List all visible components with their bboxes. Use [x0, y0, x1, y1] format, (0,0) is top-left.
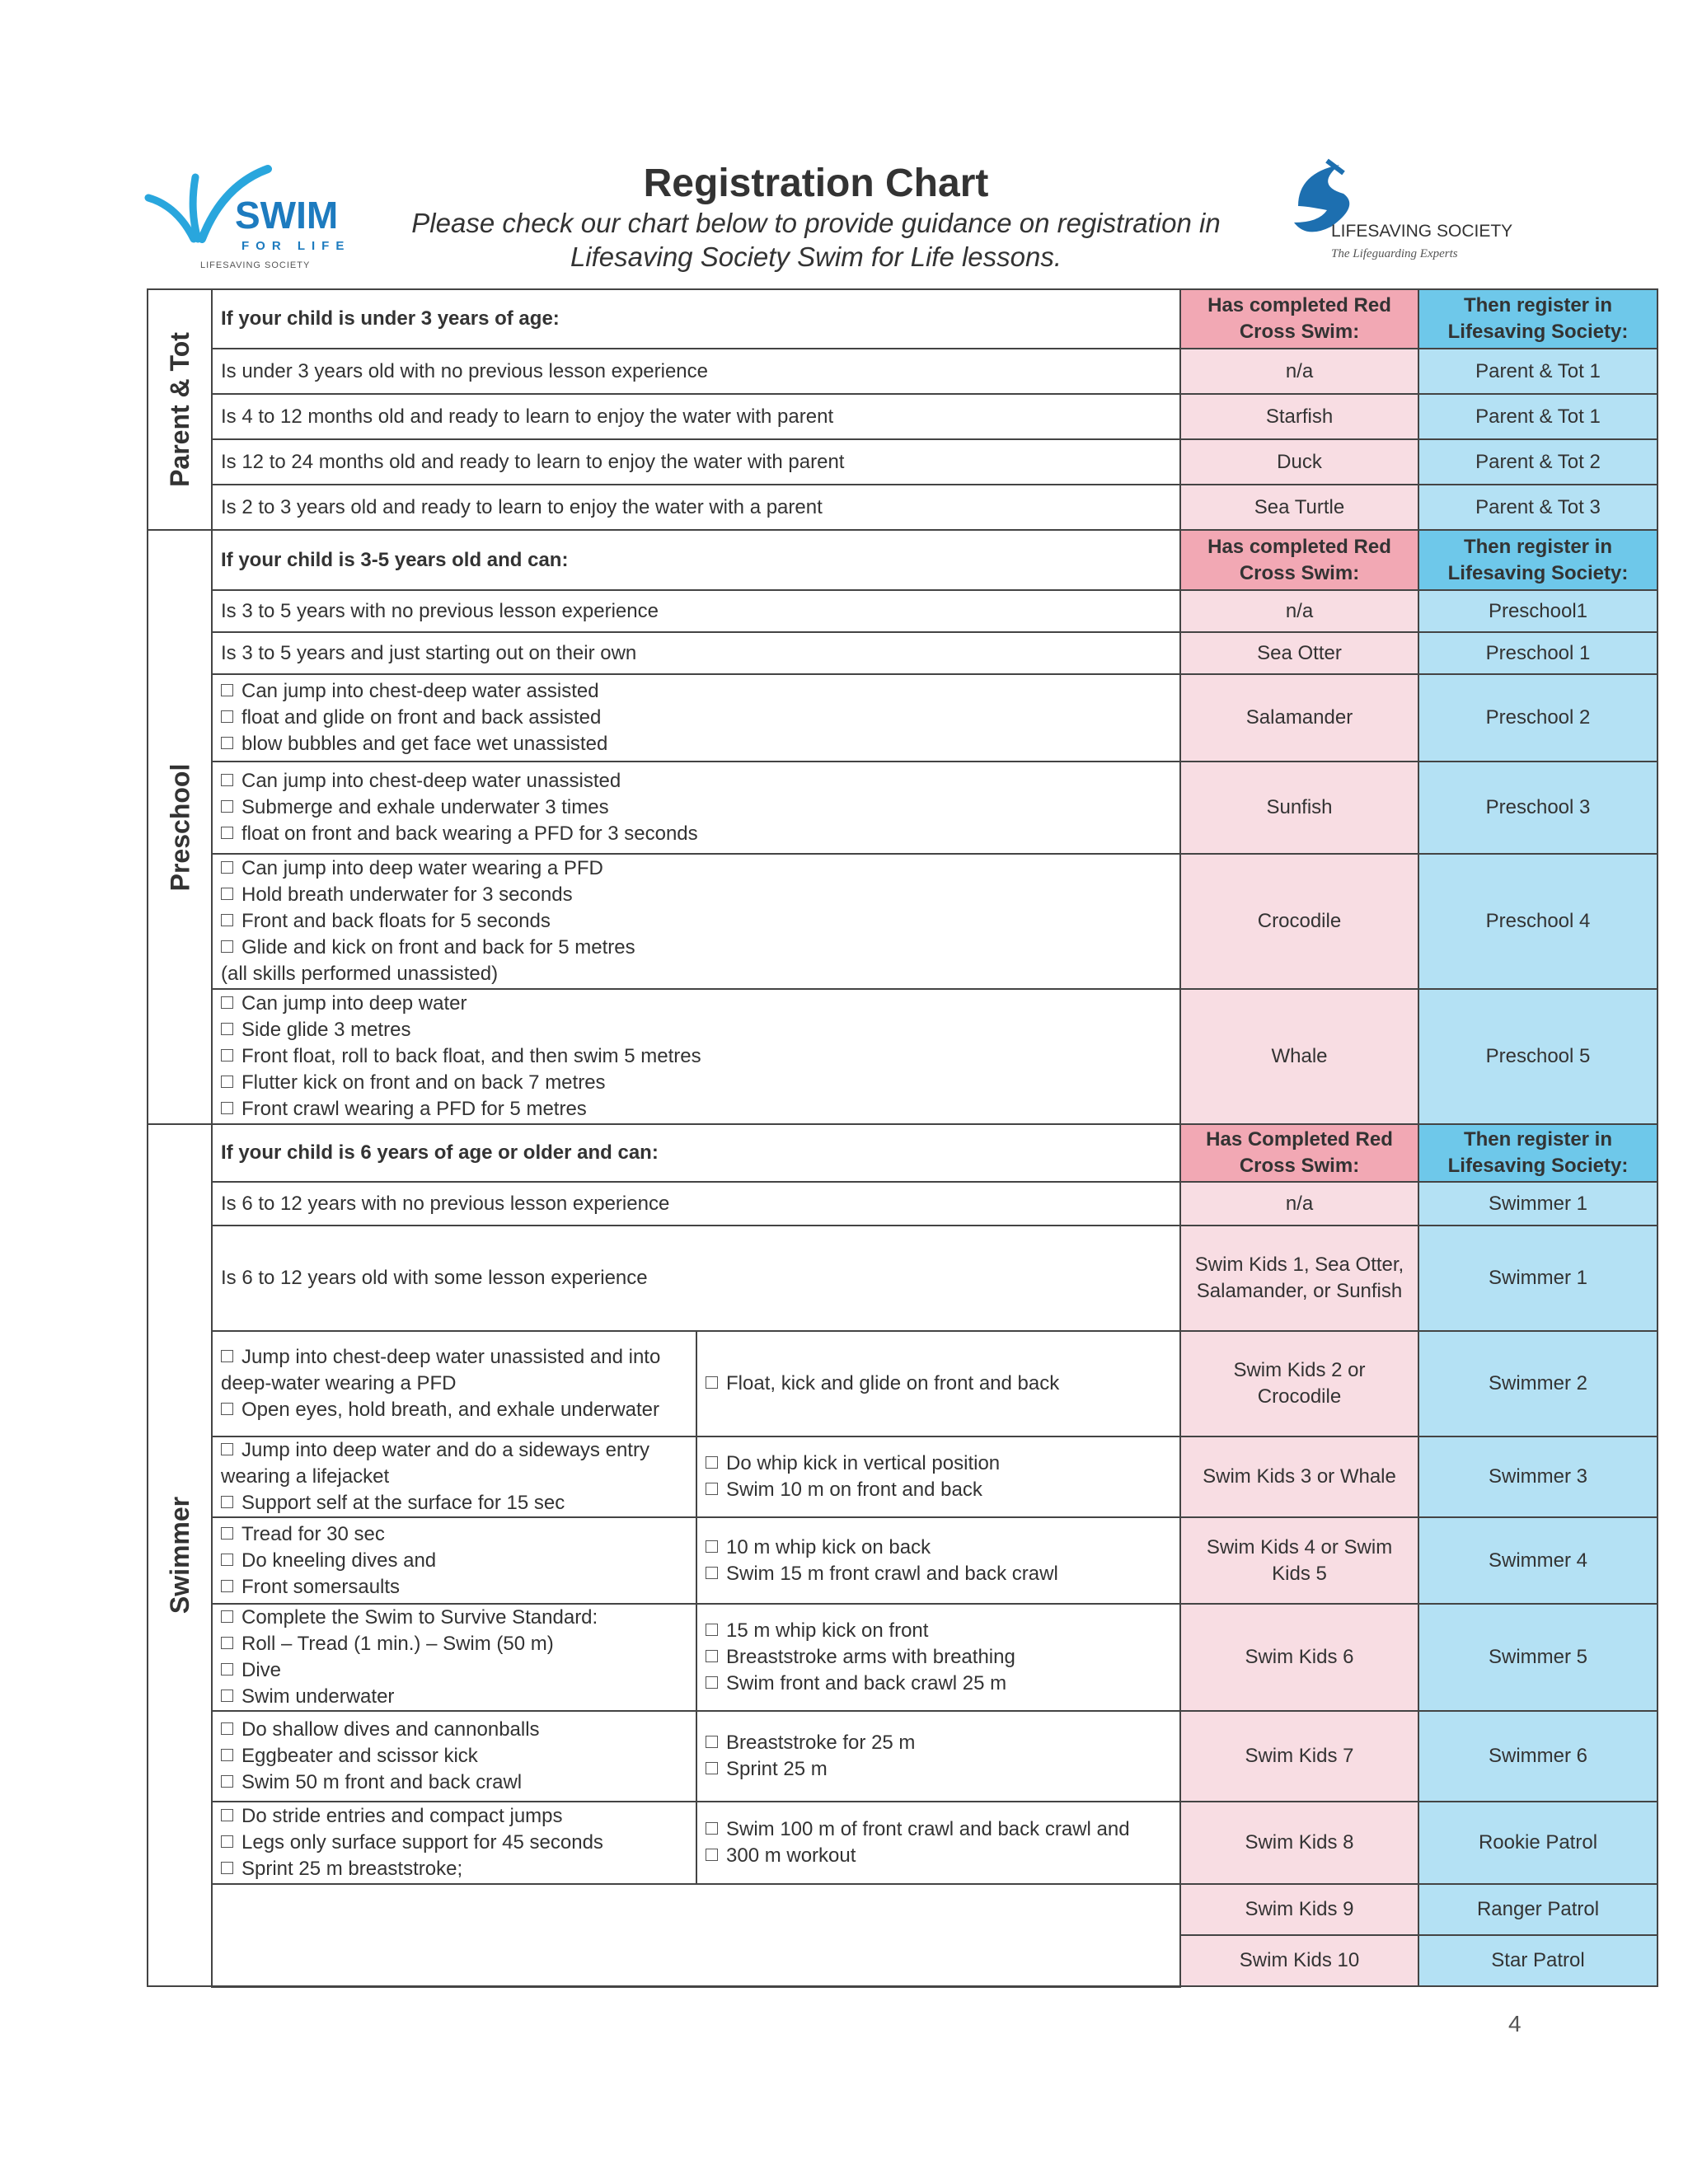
table-row [148, 349, 1658, 394]
skill-item: Side glide 3 metres [221, 1017, 1171, 1043]
table-row [148, 674, 1658, 762]
checkbox-icon [221, 861, 233, 874]
skill-item: 15 m whip kick on front [706, 1618, 1171, 1644]
skill-item: float on front and back wearing a PFD for 3 seconds [221, 821, 1171, 847]
skill-item: Sprint 25 m [706, 1756, 1171, 1783]
lifesaving-level: Swimmer 3 [1418, 1436, 1658, 1517]
red-cross-level: Swim Kids 6 [1180, 1604, 1418, 1711]
checkbox-icon [706, 1540, 718, 1553]
lifesaving-level: Star Patrol [1418, 1935, 1658, 1986]
red-cross-level: Salamander [1180, 674, 1418, 762]
swimmer-blue-header: Then register in Lifesaving Society: [1418, 1124, 1658, 1182]
lifesaving-level: Parent & Tot 2 [1418, 439, 1658, 485]
skill-list-right [696, 1604, 1180, 1711]
table-row [148, 1884, 1658, 1935]
checkbox-icon [221, 774, 233, 786]
checkbox-icon [221, 1403, 233, 1415]
skill-list-right [696, 1331, 1180, 1436]
skill-item: Submerge and exhale underwater 3 times [221, 794, 1171, 821]
table-row [148, 1802, 1658, 1884]
lifesaving-level: Parent & Tot 3 [1418, 485, 1658, 530]
parent-tot-side-cell [148, 289, 212, 530]
lifesaving-society-logo [1282, 157, 1512, 280]
skill-item: Swim underwater [221, 1684, 687, 1710]
checkbox-icon [221, 1350, 233, 1362]
checkbox-icon [221, 1775, 233, 1788]
row-description: Is 3 to 5 years and just starting out on their own [212, 632, 1180, 674]
skill-item: Open eyes, hold breath, and exhale underwater [221, 1397, 687, 1423]
preschool-side-cell [148, 530, 212, 1124]
table-row [148, 590, 1658, 632]
checkbox-icon [706, 1376, 718, 1389]
table-row [148, 1517, 1658, 1604]
swim-for-life-logo [144, 161, 350, 284]
red-cross-level: Starfish [1180, 394, 1418, 439]
skill-item: blow bubbles and get face wet unassisted [221, 731, 1171, 757]
logo-society-name: LIFESAVING SOCIETY® [1331, 222, 1512, 241]
checkbox-icon [221, 1663, 233, 1675]
skill-list-right [696, 1436, 1180, 1517]
table-row [148, 1331, 1658, 1436]
lifesaving-level: Swimmer 6 [1418, 1711, 1658, 1802]
skill-item: Glide and kick on front and back for 5 metres [221, 935, 1171, 961]
skill-item: Swim front and back crawl 25 m [706, 1671, 1171, 1697]
checkbox-icon [221, 1443, 233, 1455]
red-cross-level: Sunfish [1180, 762, 1418, 854]
table-row [148, 1711, 1658, 1802]
lifesaving-level: Preschool 2 [1418, 674, 1658, 762]
parent-tot-blue-header: Then register in Lifesaving Society: [1418, 289, 1658, 349]
lifesaving-level: Preschool1 [1418, 590, 1658, 632]
red-cross-level: Swim Kids 10 [1180, 1935, 1418, 1986]
skill-item: Complete the Swim to Survive Standard: [221, 1605, 687, 1631]
lifesaving-level: Parent & Tot 1 [1418, 349, 1658, 394]
subtitle-line-2: Lifesaving Society Swim for Life lessons. [570, 241, 1062, 272]
skill-item: Do shallow dives and cannonballs [221, 1717, 687, 1743]
checkbox-icon [221, 684, 233, 696]
skill-list-right [696, 1802, 1180, 1884]
checkbox-icon [221, 1049, 233, 1062]
red-cross-level: n/a [1180, 349, 1418, 394]
swimmer-side-label: Swimmer [165, 1496, 195, 1615]
lifesaving-level: Preschool 1 [1418, 632, 1658, 674]
skill-list [212, 762, 1180, 854]
checkbox-icon [221, 1749, 233, 1761]
swimmer-header-row [148, 1124, 1658, 1182]
preschool-red-header: Has completed Red Cross Swim: [1180, 530, 1418, 590]
skill-item: Do stride entries and compact jumps [221, 1803, 687, 1830]
skill-list-left [212, 1711, 696, 1802]
skill-item: Swim 15 m front crawl and back crawl [706, 1561, 1171, 1587]
skill-item: Can jump into deep water [221, 991, 1171, 1017]
skill-item: Roll – Tread (1 min.) – Swim (50 m) [221, 1631, 687, 1657]
skill-item: Tread for 30 sec [221, 1521, 687, 1548]
skill-item: Flutter kick on front and on back 7 metres [221, 1070, 1171, 1096]
red-cross-level: Swim Kids 9 [1180, 1884, 1418, 1935]
skill-item: Can jump into deep water wearing a PFD [221, 855, 1171, 882]
red-cross-level: Swim Kids 1, Sea Otter, Salamander, or Sunfish [1180, 1226, 1418, 1331]
red-cross-level: Swim Kids 4 or Swim Kids 5 [1180, 1517, 1418, 1604]
skill-list [212, 854, 1180, 989]
skill-item: Float, kick and glide on front and back [706, 1371, 1171, 1397]
table-row [148, 1604, 1658, 1711]
row-description: Is 3 to 5 years with no previous lesson experience [212, 590, 1180, 632]
red-cross-level: n/a [1180, 590, 1418, 632]
preschool-blue-header: Then register in Lifesaving Society: [1418, 530, 1658, 590]
red-cross-level: Swim Kids 8 [1180, 1802, 1418, 1884]
checkbox-icon [221, 1580, 233, 1592]
skill-item: Eggbeater and scissor kick [221, 1743, 687, 1769]
red-cross-level: Swim Kids 2 or Crocodile [1180, 1331, 1418, 1436]
preschool-side-label: Preschool [165, 763, 195, 891]
skill-item: float and glide on front and back assisted [221, 705, 1171, 731]
table-row [148, 762, 1658, 854]
checkbox-icon [706, 1483, 718, 1495]
preschool-heading: If your child is 3-5 years old and can: [212, 530, 1180, 590]
skill-list-left [212, 1331, 696, 1436]
checkbox-icon [706, 1849, 718, 1861]
row-description: Is 2 to 3 years old and ready to learn to enjoy the water with a parent [212, 485, 1180, 530]
lifesaving-level: Swimmer 4 [1418, 1517, 1658, 1604]
checkbox-icon [221, 1076, 233, 1088]
logo-for-life-text: FOR LIFE [241, 239, 350, 253]
checkbox-icon [221, 710, 233, 723]
checkbox-icon [221, 1637, 233, 1649]
empty-skill-cell [212, 1884, 1180, 1986]
table-row [148, 1436, 1658, 1517]
checkbox-icon [706, 1456, 718, 1469]
lifesaving-level: Rookie Patrol [1418, 1802, 1658, 1884]
checkbox-icon [221, 1690, 233, 1702]
skill-item: Swim 50 m front and back crawl [221, 1769, 687, 1796]
table-row [148, 485, 1658, 530]
skill-item: Front crawl wearing a PFD for 5 metres [221, 1096, 1171, 1122]
skill-item: Dive [221, 1657, 687, 1684]
skill-item: Front float, roll to back float, and then swim 5 metres [221, 1043, 1171, 1070]
table-row [148, 989, 1658, 1124]
preschool-header-row [148, 530, 1658, 590]
skill-item: Swim 100 m of front crawl and back crawl and [706, 1816, 1171, 1843]
skill-item: Sprint 25 m breaststroke; [221, 1856, 687, 1882]
page-title: Registration Chart [643, 162, 989, 205]
checkbox-icon [221, 1527, 233, 1540]
parent-tot-heading: If your child is under 3 years of age: [212, 289, 1180, 349]
lifesaving-level: Swimmer 5 [1418, 1604, 1658, 1711]
checkbox-icon [221, 914, 233, 926]
skill-item: Jump into deep water and do a sideways entry wearing a lifejacket [221, 1439, 649, 1488]
skill-item: 10 m whip kick on back [706, 1535, 1171, 1561]
skill-item: Front and back floats for 5 seconds [221, 908, 1171, 935]
checkbox-icon [706, 1567, 718, 1579]
red-cross-level: Swim Kids 3 or Whale [1180, 1436, 1418, 1517]
red-cross-level: Sea Otter [1180, 632, 1418, 674]
checkbox-icon [221, 1809, 233, 1821]
table-row [148, 1182, 1658, 1226]
row-description: Is 6 to 12 years old with some lesson experience [212, 1226, 1180, 1331]
red-cross-level: Swim Kids 7 [1180, 1711, 1418, 1802]
skill-list-left [212, 1436, 696, 1517]
checkbox-icon [221, 996, 233, 1009]
checkbox-icon [221, 1862, 233, 1874]
row-description: Is under 3 years old with no previous lesson experience [212, 349, 1180, 394]
checkbox-icon [706, 1676, 718, 1689]
checkbox-icon [221, 1023, 233, 1035]
checkbox-icon [221, 800, 233, 813]
lifesaving-level: Swimmer 1 [1418, 1182, 1658, 1226]
checkbox-icon [221, 1554, 233, 1566]
red-cross-level: n/a [1180, 1182, 1418, 1226]
checkbox-icon [706, 1736, 718, 1748]
logo-tag-text: LIFESAVING SOCIETY [200, 260, 311, 270]
row-description: Is 12 to 24 months old and ready to learn to enjoy the water with parent [212, 439, 1180, 485]
registration-chart-table [147, 288, 1658, 1988]
checkbox-icon [221, 1496, 233, 1508]
checkbox-icon [221, 1610, 233, 1623]
skill-item: Can jump into chest-deep water assisted [221, 678, 1171, 705]
logo-tagline: The Lifeguarding Experts [1331, 247, 1458, 260]
parent-tot-red-header: Has completed Red Cross Swim: [1180, 289, 1418, 349]
table-row [148, 854, 1658, 989]
table-row [148, 439, 1658, 485]
lifesaving-level: Swimmer 1 [1418, 1226, 1658, 1331]
skill-list [212, 674, 1180, 762]
checkbox-icon [706, 1762, 718, 1774]
checkbox-icon [221, 1722, 233, 1735]
skill-list-right [696, 1517, 1180, 1604]
red-cross-level: Crocodile [1180, 854, 1418, 989]
skill-item: Do whip kick in vertical position [706, 1451, 1171, 1477]
lifesaving-level: Swimmer 2 [1418, 1331, 1658, 1436]
skill-list-right [696, 1711, 1180, 1802]
skill-item: Can jump into chest-deep water unassisted [221, 768, 1171, 794]
table-row [148, 1226, 1658, 1331]
skill-item: Do kneeling dives and [221, 1548, 687, 1574]
skill-item: Hold breath underwater for 3 seconds [221, 882, 1171, 908]
swimmer-side-cell [148, 1124, 212, 1986]
skill-note: (all skills performed unassisted) [221, 963, 499, 985]
row-description: Is 6 to 12 years with no previous lesson experience [212, 1182, 1180, 1226]
lifesaving-level: Preschool 4 [1418, 854, 1658, 989]
skill-item: Front somersaults [221, 1574, 687, 1601]
skill-list-left [212, 1604, 696, 1711]
skill-item: 300 m workout [706, 1843, 1171, 1869]
lifesaving-level: Parent & Tot 1 [1418, 394, 1658, 439]
swimmer-heading: If your child is 6 years of age or older and can: [212, 1124, 1180, 1182]
skill-list [212, 989, 1180, 1124]
page-subtitle [396, 206, 1236, 274]
skill-list-left [212, 1517, 696, 1604]
logo-swim-text: SWIM [235, 194, 339, 237]
lifesaving-level: Preschool 5 [1418, 989, 1658, 1124]
red-cross-level: Duck [1180, 439, 1418, 485]
parent-tot-side-label: Parent & Tot [165, 332, 195, 487]
checkbox-icon [706, 1650, 718, 1662]
skill-item: Breaststroke for 25 m [706, 1730, 1171, 1756]
red-cross-level: Sea Turtle [1180, 485, 1418, 530]
lifesaving-level: Preschool 3 [1418, 762, 1658, 854]
checkbox-icon [221, 737, 233, 749]
checkbox-icon [221, 827, 233, 839]
skill-item: Support self at the surface for 15 sec [221, 1490, 687, 1516]
parent-tot-header-row [148, 289, 1658, 349]
subtitle-line-1: Please check our chart below to provide guidance on registration in [411, 208, 1221, 238]
lifesaving-level: Ranger Patrol [1418, 1884, 1658, 1935]
skill-item: Jump into chest-deep water unassisted and into deep-water wearing a PFD [221, 1346, 661, 1394]
table-row [148, 632, 1658, 674]
swimmer-red-header: Has Completed Red Cross Swim: [1180, 1124, 1418, 1182]
skill-item: Breaststroke arms with breathing [706, 1644, 1171, 1671]
checkbox-icon [221, 1102, 233, 1114]
table-row [148, 394, 1658, 439]
skill-list-left [212, 1802, 696, 1884]
checkbox-icon [221, 940, 233, 953]
skill-item: Swim 10 m on front and back [706, 1477, 1171, 1503]
checkbox-icon [221, 888, 233, 900]
red-cross-level: Whale [1180, 989, 1418, 1124]
skill-item: Legs only surface support for 45 seconds [221, 1830, 687, 1856]
checkbox-icon [706, 1822, 718, 1835]
checkbox-icon [706, 1624, 718, 1636]
page-number: 4 [1508, 2011, 1522, 2036]
row-description: Is 4 to 12 months old and ready to learn to enjoy the water with parent [212, 394, 1180, 439]
checkbox-icon [221, 1835, 233, 1848]
